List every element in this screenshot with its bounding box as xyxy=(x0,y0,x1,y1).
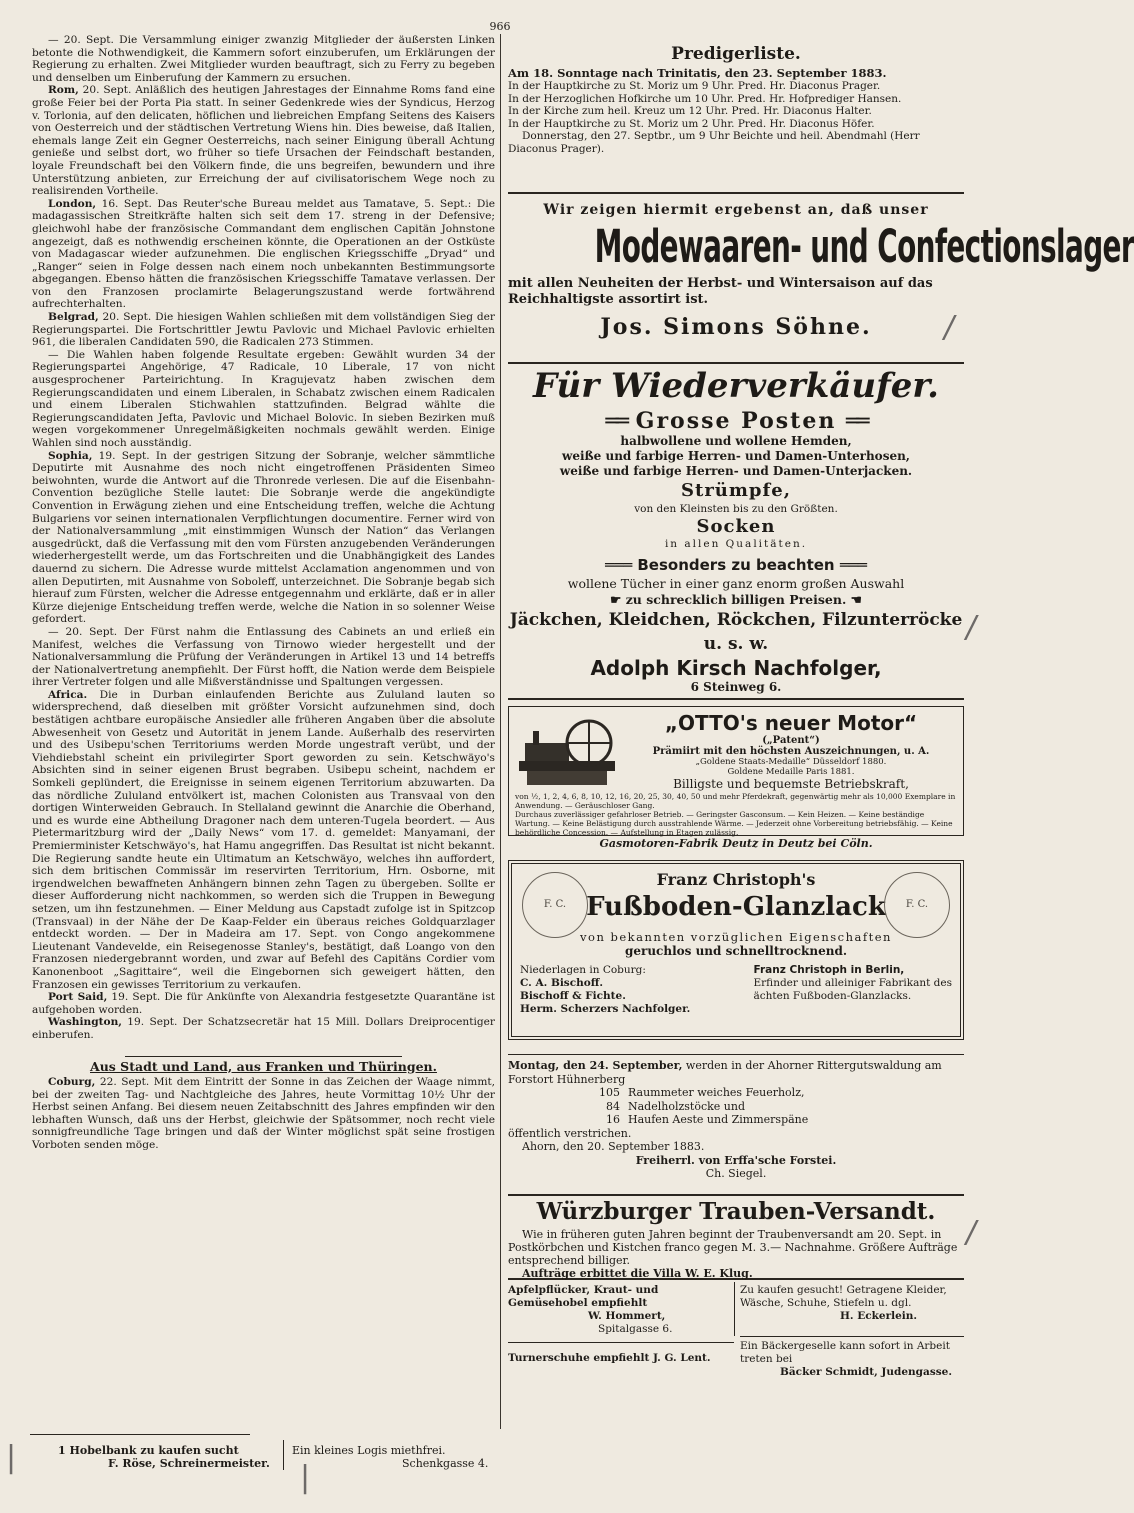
modewaaren-ad xyxy=(508,202,1134,362)
otto-maker: Gasmotoren-Fabrik Deutz in Deutz bei Cöln. xyxy=(599,837,873,850)
turnerschuhe-ad: Turnerschuhe empfiehlt J. G. Lent. xyxy=(508,1352,711,1364)
kirsch-posten: ══ Grosse Posten ══ xyxy=(605,408,867,434)
kirsch-line2: weiße und farbige Herren- und Damen-Unterhosen, xyxy=(562,449,910,463)
forest-row: 16 Haufen Aeste und Zimmerspäne xyxy=(606,1113,809,1126)
preacher-note: Donnerstag, den 27. Septbr., um 9 Uhr Beichte und heil. Abendmahl (Herr Diaconus Prager). xyxy=(508,130,920,155)
news-column xyxy=(32,34,495,1152)
pointing-hand-icon: ☛ xyxy=(610,592,622,607)
christoph-quality: von bekannten vorzüglichen Eigenschaften xyxy=(580,930,892,944)
otto-medal1: „Goldene Staats-Medaille“ Düsseldorf 1880. xyxy=(695,757,887,767)
kirsch-line3: weiße und farbige Herren- und Damen-Unterjacken. xyxy=(559,464,913,478)
manufacturer-info: Franz Christoph in Berlin, Erfinder und alleiniger Fabrikant des ächten Fußboden-Glanzlacks. xyxy=(753,964,952,1002)
news-paragraph: — 20. Sept. Der Fürst nahm die Entlassung des Cabinets an und erließ ein Manifest, welches die Verfassung von Tirnowo wieder hergestellt und der Nationalversammlung die Prüfung der Veränderungen in Artikel 13 und 14 betreffs der Nationalvertretung anempfiehlt. Der Fürst hofft, die Nation werde dem Beispiele ihrer Vertreter folgen und alle Mißverständnisse und Spaltungen vergessen. xyxy=(32,625,495,689)
preacher-line: In der Hauptkirche zu St. Moriz um 9 Uhr. Pred. Hr. Diaconus Prager. xyxy=(508,80,881,92)
news-paragraph: Port Said, 19. Sept. Die für Ankünfte von Alexandria festgesetzte Quarantäne ist aufgehoben worden. xyxy=(32,991,496,1016)
kaufen-ad: Zu kaufen gesucht! Getragene Kleider, Wäsche, Schuhe, Stiefeln u. dgl. H. Eckerlein. xyxy=(740,1284,947,1322)
gas-engine-illustration xyxy=(517,717,617,789)
news-paragraph: Sophia, 19. Sept. In der gestrigen Sitzung der Sobranje, welcher sämmtliche Deputirte mit Ausnahme des noch nicht eingetroffenen Präsidenten Simeo beiwohnten, wurde die Antwort auf die Thronrede verlesen. Die auf die Eisenbahn-Convention bezügliche Stelle lautet: Die Sobranje werde die angekündigte Convention in Erwägung ziehen und eine Entscheidung treffen, welche die Achtung Bulgariens vor seinen internationalen Verpflichtungen documentire. Ferner wird von der Nationalversammlung „mit einstimmigen Wunsch der Nation“ das Verlangen ausgedrückt, daß die Verfassung mit den vom Fürsten anzugebenden Veränderungen wiederhergestellt werde, um das Fortschreiten und die Unabhängigkeit des Landes dauernd zu sichern. Die Adresse wurde mittelst Acclamation angenommen und von allen Deputirten, mit Ausnahme von Soboleff, unterzeichnet. Die Sobranje begab sich hierauf zum Fürsten, welcher die Adresse entgegennahm und erklärte, daß er in aller Kürze diejenige Entscheidung treffen werde, welche die Nation in so solenner Weise gefordert. xyxy=(32,449,495,626)
otto-cheap: Billigste und bequemste Betriebskraft, xyxy=(673,777,909,791)
mode-body: mit allen Neuheiten der Herbst- und Wintersaison auf das Reichhaltigste assortirt ist. xyxy=(508,276,933,307)
wuerzburg-contact: Aufträge erbittet die Villa W. E. Klug. xyxy=(522,1267,753,1280)
forest-row: 105 Raummeter weiches Feuerholz, xyxy=(599,1086,805,1099)
news-paragraph: Washington, 19. Sept. Der Schatzsecretär hat 15 Mill. Dollars Dreiprocentiger einberufen. xyxy=(32,1016,495,1041)
kirsch-socken: Socken xyxy=(696,515,776,537)
kirsch-preise: ☛ zu schrecklich billigen Preisen. ☚ xyxy=(610,592,862,607)
otto-headline: „OTTO's neuer Motor“ xyxy=(664,711,918,735)
kirsch-name: Adolph Kirsch Nachfolger, xyxy=(590,656,882,680)
baecker-ad: Ein Bäckergeselle kann sofort in Arbeit treten bei Bäcker Schmidt, Judengasse. xyxy=(740,1340,952,1378)
christoph-headline: Fußboden-Glanzlack xyxy=(586,892,886,922)
bottom-small-ads xyxy=(30,1434,500,1474)
otto-medal2: Goldene Medaille Paris 1881. xyxy=(727,767,855,777)
kirsch-socken-sub: in allen Qualitäten. xyxy=(664,537,808,550)
news-paragraph: Rom, 20. Sept. Anläßlich des heutigen Jahrestages der Einnahme Roms fand eine große Feier bei der Porta Pia statt. In seiner Gedenkrede wies der Syndicus, Herzog v. Torlonia, auf den delicaten, höflichen und liebreichen Empfang Seitens des Kaisers von Oesterreich und der städtischen Vertretung Wiens hin. Dies beweise, daß Italien, ehemals lange Zeit ein Gegner Oesterreichs, nach seiner Einigung überall Achtung genieße und selbst dort, wo früher so tiefe Ursachen der Feindschaft bestanden, loyale Freundschaft bei den Völkern finde, die uns begreifen, bewundern und ihre Unterstützung anbieten, zur Erreichung der auf civilisatorischem Wege noch zu realisirenden Vortheile. xyxy=(32,84,495,198)
hobelbank-ad: 1 Hobelbank zu kaufen sucht F. Röse, Schreinermeister. xyxy=(58,1444,270,1470)
dealers-list: Niederlagen in Coburg: C. A. Bischoff. Bischoff & Fichte. Herm. Scherzers Nachfolger. xyxy=(520,964,691,1015)
kirsch-headline: Für Wiederverkäufer. xyxy=(533,366,939,406)
kirsch-struempfe-sub: von den Kleinsten bis zu den Größten. xyxy=(634,503,838,515)
pencil-mark: / xyxy=(966,610,977,645)
wuerzburg-headline: Würzburger Trauben-Versandt. xyxy=(536,1198,936,1225)
kirsch-ad xyxy=(508,364,964,698)
kirsch-address: 6 Steinweg 6. xyxy=(690,680,782,694)
preacher-subtitle: Am 18. Sonntage nach Trinitatis, den 23. September 1883. xyxy=(508,66,887,80)
pencil-mark: | xyxy=(6,1440,17,1475)
otto-sizes: von ½, 1, 2, 4, 6, 8, 10, 12, 16, 20, 25, 30, 40, 50 und mehr Pferdekraft, gegenwärtig mehr als 10,000 Exemplare in Anwendung. — Geräuschloser Gang. xyxy=(515,792,956,810)
christoph-title: Franz Christoph's xyxy=(656,870,816,889)
kirsch-struempfe: Strümpfe, xyxy=(681,480,791,501)
preacher-list xyxy=(508,44,964,192)
page-number: 966 xyxy=(489,20,511,33)
christoph-props: geruchlos und schnelltrocknend. xyxy=(624,944,848,958)
preacher-line: In der Hauptkirche zu St. Moriz um 2 Uhr. Pred. Hr. Diaconus Höfer. xyxy=(508,117,875,130)
pencil-mark: / xyxy=(966,1215,977,1250)
pencil-mark: / xyxy=(944,310,955,345)
otto-patent: („Patent“) xyxy=(762,735,820,746)
right-seal: F. C. xyxy=(884,872,950,938)
news-paragraph: Belgrad, 20. Sept. Die hiesigen Wahlen schließen mit dem vollständigen Sieg der Regierungspartei. Die Fortschrittler Jewtu Pavlovic und Michael Pavlovic erhielten 961, die liberalen Candidaten 590, die Radicalen 273 Stimmen. xyxy=(32,311,495,349)
preacher-line: In der Herzoglichen Hofkirche um 10 Uhr. Pred. Hr. Hofprediger Hansen. xyxy=(508,92,902,105)
small-ads-grid xyxy=(508,1280,964,1376)
christoph-lack-ad xyxy=(508,860,964,1040)
left-seal: F. C. xyxy=(522,872,588,938)
otto-award: Prämiirt mit den höchsten Auszeichnungen, u. A. xyxy=(652,746,930,757)
wuerzburg-text: Wie in früheren guten Jahren beginnt der Traubenversandt am 20. Sept. in Postkörbchen und Kistchen franco gegen M. 3.— Nachnahme. Größere Aufträge entsprechend billiger. xyxy=(508,1228,958,1267)
kirsch-line1: halbwollene und wollene Hemden, xyxy=(620,434,852,448)
ads-column xyxy=(508,44,1134,1378)
kirsch-items: Jäckchen, Kleidchen, Röckchen, Filzunterröcke u. s. w. xyxy=(509,610,963,654)
pointing-hand-icon: ☚ xyxy=(850,592,862,607)
otto-fine: Durchaus zuverlässiger gefahrloser Betrieb. — Geringster Gasconsum. — Kein Heizen. — Keine beständige Wartung. — Keine Belästigung durch ausstrahlende Wärme. — Jederzeit ohne Vorbereitung betriebsfähig. — Keine behördliche Concession. — Aufstellung in Etagen zulässig. xyxy=(515,810,953,837)
news-paragraph: — 20. Sept. Die Versammlung einiger zwanzig Mitglieder der äußersten Linken betonte die Nothwendigkeit, die Kammern sofort einzuberufen, um Erklärungen der Regierung zu erhalten. Zwei Mitglieder wurden beauftragt, sich zu Ferry zu begeben und denselben um Einberufung der Kammern zu ersuchen. xyxy=(32,34,495,84)
local-news-heading: Aus Stadt und Land, aus Franken und Thüringen. xyxy=(90,1058,437,1074)
news-paragraph: Africa. Die in Durban einlaufenden Berichte aus Zululand lauten so widersprechend, daß dieselben mit größter Vorsicht aufzunehmen sind, doch bestätigen achtbare europäische Ansiedler alle früheren Angaben über die absolute Abwesenheit von Gesetz und Autorität in jenem Lande. Außerhalb des reservirten und des Usibepu'schen Territoriums werden Morde ungestraft verübt, und der Viehdiebstahl scheint ein privilegirter Sport geworden zu sein. Ketschwäyo's Absichten sind in seiner eigenen Brust begraben. Usibepu scheint, nachdem er Somkeli geplündert, die Ereignisse in seinem eigenen Territorium abzuwarten. Da das nördliche Zululand entvölkert ist, machen Colonisten aus Transvaal von den dortigen Winterweiden Gebrauch. In Stellaland gewinnt die Anarchie die Oberhand, und es wurde eine Abtheilung Dragoner nach dem unteren-Tugela beordert. — Aus Pietermaritzburg wird der „Daily News“ vom 17. d. gemeldet: Manyamani, der Premierminister Ketschwäyo's, hat Hamu angegriffen. Das Resultat ist nicht bekannt. Die Regierung sandte heute ein Ultimatum an Ketschwäyo, welches ihn auffordert, sich dem britischen Commissär im reservirten Territorium, Hrn. Osborne, mit irgendwelchen bewaffneten Anhängern binnen zehn Tagen zu übergeben. Sollte er dieser Aufforderung nicht nachkommen, so werden sich die Truppen in Bewegung setzen, um ihn festzunehmen. — Einer Meldung aus Capstadt zufolge ist in Spitzcop (Transvaal) in der Nähe der De Kaap-Felder ein überaus reiches Goldquarzlager entdeckt worden. — Der in Madeira am 17. Sept. von Congo angekommene Lieutenant Vandevelde, ein Reisegenosse Stanley's, bestätigt, daß Loango von den Franzosen niedergebrannt worden, und zwar auf Befehl des Capitäns Cordier vom Kanonenboot „Sagittaire“, weil die Eingebornen sich geweigert hätten, den Franzosen ein gewisses Territorium zu verkaufen. xyxy=(32,688,495,991)
kirsch-beachten: ═══ Besonders zu beachten ═══ xyxy=(605,556,867,574)
news-paragraph: — Die Wahlen haben folgende Resultate ergeben: Gewählt wurden 34 der Regierungspartei Angehörige, 47 Radicale, 10 Liberale, 17 von nicht ausgesprochener Parteirichtung. In Kragujevatz haben zwischen dem Regierungscandidaten und einem Liberalen, in Schabatz zwischen einem Radicalen und einem Liberalen Stichwahlen stattzufinden. Belgrad wählte die Regierungscandidaten Jefta, Pavlovic und Michael Bolovic. In sieben Bezirken muß wegen vorgekommener Unregelmäßigkeiten nochmals gewählt werden. Einige Wahlen sind noch ausständig. xyxy=(32,348,495,449)
logis-ad: Ein kleines Logis miethfrei. Schenkgasse 4. xyxy=(292,1444,489,1470)
preacher-title: Predigerliste. xyxy=(671,44,801,64)
kirsch-tuecher: wollene Tücher in einer ganz enorm großen Auswahl xyxy=(567,576,905,591)
preacher-line: In der Kirche zum heil. Kreuz um 12 Uhr. Pred. Hr. Diaconus Halter. xyxy=(508,105,872,117)
pencil-mark: | xyxy=(300,1460,311,1495)
column-divider xyxy=(500,34,501,1429)
otto-motor-ad xyxy=(508,706,964,850)
apfel-ad: Apfelpflücker, Kraut- und Gemüsehobel empfiehlt W. Hommert, Spitalgasse 6. xyxy=(508,1284,673,1335)
forest-row: 84 Nadelholzstöcke und xyxy=(606,1099,746,1113)
local-news-paragraph: Coburg, 22. Sept. Mit dem Eintritt der Sonne in das Zeichen der Waage nimmt, bei der zweiten Tag- und Nachtgleiche des Jahres, heute Vormittag 10½ Uhr der Herbst seinen Anfang. Bei diesem neuen Zeitabschnitt des Jahres empfinden wir den lebhaften Wunsch, daß uns der Herbst, gleichwie der Spätsommer, noch recht viele sonnigfreundliche Tage bringen und daß der Winter möglichst spät seine frostigen Vorboten senden möge. xyxy=(32,1076,495,1152)
wuerzburg-grapes-ad xyxy=(508,1196,964,1278)
mode-intro: Wir zeigen hiermit ergebenst an, daß unser xyxy=(543,202,929,218)
mode-firm: Jos. Simons Söhne. xyxy=(600,314,872,340)
news-paragraph: London, 16. Sept. Das Reuter'sche Bureau meldet aus Tamatave, 5. Sept.: Die madagassischen Streitkräfte halten sich seit dem 17. streng in der Defensive; gleichwohl habe der französische Commandant dem englischen Capitän Johnstone angezeigt, daß es nothwendig erscheinen könnte, die Operationen an der Ostküste von Madagascar wieder aufzunehmen. Die englischen Kriegsschiffe „Dryad“ und „Ranger“ seien in Folge dessen nach einem noch unbekannten Bestimmungsorte abgegangen. Ebenso hätten die französischen Kriegsschiffe Tamatave verlassen. Der von den Franzosen proclamirte Belagerungszustand werde fortwährend aufrechterhalten. xyxy=(32,197,495,311)
mode-headline: Modewaaren- und Confectionslager xyxy=(594,220,1134,273)
forest-auction-ad: Montag, den 24. September, werden in der Ahorner Rittergutswaldung am Forstort Hühnerberg 105 Raummeter weiches Feuerholz, 84 Nadelholzstöcke und 16 Haufen Aeste und Zimmerspäne öffentlich verstrichen. Ahorn, den 20. September 1883. Freiherrl. von Erffa'sche Forstei. Ch. Siegel. xyxy=(508,1054,964,1194)
